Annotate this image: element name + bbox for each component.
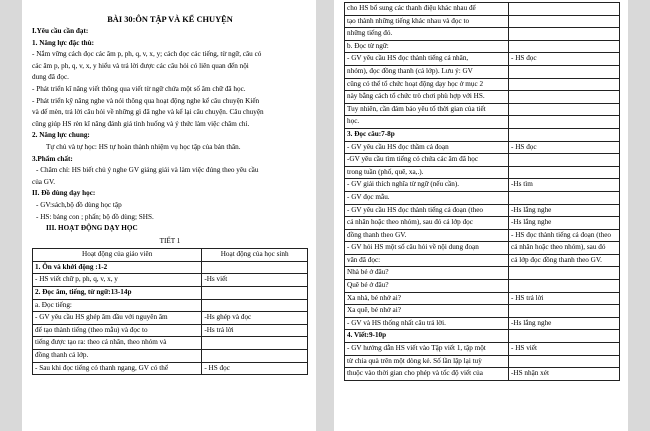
activity-table-left bbox=[32, 248, 308, 375]
table-row bbox=[345, 343, 620, 356]
text-line: 2. Năng lực chung: bbox=[32, 131, 90, 140]
right-document-page bbox=[334, 0, 628, 431]
student-activity-header: Hoạt động của học sinh bbox=[202, 249, 308, 262]
teacher-activity-cell: học. bbox=[345, 116, 509, 129]
teacher-activity-cell: b. Đọc từ ngữ: bbox=[345, 40, 509, 53]
student-activity-cell bbox=[509, 28, 620, 41]
teacher-activity-cell: - GV đọc mẫu. bbox=[345, 191, 509, 204]
student-activity-cell bbox=[509, 3, 620, 16]
text-line: - GV:sách,bộ đồ dùng học tập bbox=[36, 200, 122, 209]
table-row bbox=[33, 350, 308, 363]
teacher-activity-cell: - GV hỏi HS một số câu hỏi về nội dung đoạn bbox=[345, 242, 509, 255]
table-row bbox=[345, 355, 620, 368]
teacher-activity-cell: Quê bé ở đâu? bbox=[345, 280, 509, 293]
student-activity-cell: -Hs trả lời bbox=[202, 324, 308, 337]
student-activity-cell: -HS nhận xét bbox=[509, 368, 620, 381]
table-row bbox=[33, 299, 308, 312]
student-activity-cell: -Hs lắng nghe bbox=[509, 204, 620, 217]
text-line: các âm p, ph, q, v, x, y hiểu và trả lời được các câu hỏi có liên quan đến nội bbox=[32, 61, 249, 70]
table-row bbox=[345, 3, 620, 16]
table-row bbox=[345, 128, 620, 141]
lesson-objectives bbox=[32, 26, 308, 235]
student-activity-cell bbox=[509, 65, 620, 78]
table-row bbox=[345, 53, 620, 66]
student-activity-cell: -Hs tìm bbox=[509, 179, 620, 192]
teacher-activity-cell: để tạo thành tiếng (theo mẫu) và đọc to bbox=[33, 324, 202, 337]
student-activity-cell: - HS trả lời bbox=[509, 292, 620, 305]
student-activity-cell: - HS đọc bbox=[509, 53, 620, 66]
text-line: và dế mèn, trả lời câu hỏi về những gì đã nghe và kể lại câu chuyện. Câu chuyện bbox=[32, 108, 264, 117]
student-activity-cell: cá nhân hoặc theo nhóm), sau đó bbox=[509, 242, 620, 255]
table-row bbox=[345, 15, 620, 28]
text-line: cũng giúp HS rèn kĩ năng đánh giá tình huống và ý thức làm việc chăm chỉ. bbox=[32, 119, 250, 128]
teacher-activity-cell: trong tuần (phố, quê, xa,.). bbox=[345, 166, 509, 179]
teacher-activity-cell: văn đã đọc: bbox=[345, 254, 509, 267]
teacher-activity-cell: tiếng được tạo ra: theo cá nhân, theo nhóm và bbox=[33, 337, 202, 350]
student-activity-cell: -Hs viết bbox=[202, 274, 308, 287]
student-activity-cell bbox=[509, 154, 620, 167]
student-activity-cell bbox=[509, 103, 620, 116]
teacher-activity-cell: cá nhân hoặc theo nhóm), sau đó cả lớp đọc bbox=[345, 217, 509, 230]
teacher-activity-cell: - Sau khi đọc tiếng có thanh ngang, GV có thể bbox=[33, 362, 202, 375]
teacher-activity-cell: - HS viết chữ p, ph, q, v, x, y bbox=[33, 274, 202, 287]
teacher-activity-header: Hoạt động của giáo viên bbox=[33, 249, 202, 262]
student-activity-cell: - HS đọc thành tiếng cả đoạn (theo bbox=[509, 229, 620, 242]
teacher-activity-cell: 2. Đọc âm, tiếng, từ ngữ:13-14p bbox=[33, 287, 202, 300]
teacher-activity-cell: từ chia quà trên một dòng kẻ. Số lần lặp lại tuỳ bbox=[345, 355, 509, 368]
student-activity-cell bbox=[509, 128, 620, 141]
student-activity-cell bbox=[509, 330, 620, 343]
activity-table-right bbox=[344, 2, 620, 381]
teacher-activity-cell: - GV yêu cầu HS đọc thành tiếng cả đoạn (theo bbox=[345, 204, 509, 217]
table-row bbox=[345, 267, 620, 280]
text-line: II. Đồ dùng dạy học: bbox=[32, 189, 96, 198]
teacher-activity-cell: - GV hướng dẫn HS viết vào Tập viết 1, tập một bbox=[345, 343, 509, 356]
teacher-activity-cell: Xa nhà, bé nhớ ai? bbox=[345, 292, 509, 305]
teacher-activity-cell: đồng thanh theo GV. bbox=[345, 229, 509, 242]
teacher-activity-cell: - GV yêu cầu HS đọc thầm cả đoạn bbox=[345, 141, 509, 154]
table-row bbox=[345, 204, 620, 217]
table-row bbox=[345, 330, 620, 343]
table-row bbox=[345, 179, 620, 192]
table-row bbox=[345, 217, 620, 230]
teacher-activity-cell: - GV và HS thống nhất câu trả lời. bbox=[345, 317, 509, 330]
table-row bbox=[33, 287, 308, 300]
table-row bbox=[33, 312, 308, 325]
teacher-activity-cell: -GV yêu cầu tìm tiếng có chứa các âm đã học bbox=[345, 154, 509, 167]
teacher-activity-cell: tạo thành những tiếng khác nhau và đọc to bbox=[345, 15, 509, 28]
table-row bbox=[345, 166, 620, 179]
teacher-activity-cell: Tuy nhiên, cần đảm bảo yêu tố thời gian của tiết bbox=[345, 103, 509, 116]
table-row bbox=[345, 305, 620, 318]
table-row bbox=[33, 274, 308, 287]
student-activity-cell: -Hs lắng nghe bbox=[509, 317, 620, 330]
teacher-activity-cell: 1. Ôn và khởi động :1-2 bbox=[33, 261, 202, 274]
teacher-activity-cell: cũng có thể tổ chức hoạt động dạy học ở mục 2 bbox=[345, 78, 509, 91]
text-line: - Chăm chỉ: HS biết chủ ý nghe GV giảng giải và làm việc đúng theo yêu cầu bbox=[36, 166, 259, 175]
table-row bbox=[345, 317, 620, 330]
left-document-page bbox=[22, 0, 316, 431]
student-activity-cell: - HS viết bbox=[509, 343, 620, 356]
student-activity-cell bbox=[202, 299, 308, 312]
student-activity-cell: - HS đọc bbox=[202, 362, 308, 375]
table-row bbox=[345, 141, 620, 154]
student-activity-cell bbox=[509, 191, 620, 204]
table-row bbox=[345, 154, 620, 167]
table-row bbox=[33, 324, 308, 337]
table-row bbox=[345, 78, 620, 91]
student-activity-cell bbox=[509, 355, 620, 368]
student-activity-cell bbox=[509, 116, 620, 129]
right-page-content bbox=[344, 2, 620, 381]
student-activity-cell: - HS đọc bbox=[509, 141, 620, 154]
student-activity-cell bbox=[509, 15, 620, 28]
table-row bbox=[345, 254, 620, 267]
table-row bbox=[345, 40, 620, 53]
student-activity-cell: cả lớp đọc đồng thanh theo GV. bbox=[509, 254, 620, 267]
teacher-activity-cell: - GV giải thích nghĩa từ ngữ (nếu cần). bbox=[345, 179, 509, 192]
table-row bbox=[345, 116, 620, 129]
table-row bbox=[345, 280, 620, 293]
left-page-content bbox=[32, 14, 308, 375]
table-row bbox=[345, 103, 620, 116]
text-line: 3.Phẩm chất: bbox=[32, 154, 73, 163]
table-row bbox=[345, 91, 620, 104]
student-activity-cell bbox=[202, 350, 308, 363]
text-line: - HS: bảng con ; phấn; bộ đồ dùng; SHS. bbox=[36, 212, 154, 221]
lesson-title: BÀI 30:ÔN TẬP VÀ KỂ CHUYỆN bbox=[107, 15, 233, 24]
teacher-activity-cell: 4. Viết:9-10p bbox=[345, 330, 509, 343]
student-activity-cell: -Hs ghép và đọc bbox=[202, 312, 308, 325]
teacher-activity-cell: những tiếng đó. bbox=[345, 28, 509, 41]
teacher-activity-cell: 3. Đọc câu:7-8p bbox=[345, 128, 509, 141]
text-line: - Phát triển kỹ năng nghe và nói thông qua hoạt động nghe kể câu chuyện Kiến bbox=[32, 96, 260, 105]
table-header-row bbox=[33, 249, 308, 262]
text-line: I.Yêu cầu cần đạt: bbox=[32, 27, 89, 35]
table-row bbox=[33, 261, 308, 274]
text-line: của GV. bbox=[32, 177, 56, 186]
teacher-activity-cell: Xa quê, bé nhớ ai? bbox=[345, 305, 509, 318]
table-row bbox=[345, 368, 620, 381]
table-row bbox=[345, 65, 620, 78]
student-activity-cell bbox=[509, 280, 620, 293]
table-row bbox=[345, 242, 620, 255]
teacher-activity-cell: - GV yêu cầu HS đọc thành tiếng cá nhân, bbox=[345, 53, 509, 66]
period-label: TIẾT 1 bbox=[159, 236, 181, 245]
student-activity-cell: -Hs lắng nghe bbox=[509, 217, 620, 230]
teacher-activity-cell: này bằng cách tổ chức trò chơi phù hợp với HS. bbox=[345, 91, 509, 104]
teacher-activity-cell: a. Đọc tiếng: bbox=[33, 299, 202, 312]
text-line: - Nắm vững cách đọc các âm p, ph, q, v, x, y; cách đọc các tiếng, từ ngữ, câu có bbox=[32, 50, 262, 59]
student-activity-cell bbox=[509, 40, 620, 53]
student-activity-cell bbox=[509, 78, 620, 91]
table-row bbox=[33, 337, 308, 350]
student-activity-cell bbox=[202, 337, 308, 350]
student-activity-cell bbox=[509, 166, 620, 179]
teacher-activity-cell: cho HS bổ sung các thanh điệu khác nhau để bbox=[345, 3, 509, 16]
teacher-activity-cell: nhóm), đọc đồng thanh (cả lớp). Lưu ý: GV bbox=[345, 65, 509, 78]
text-line: - Phát triển kĩ năng viết thông qua viết từ ngữ chứa một số âm chữ đã học. bbox=[32, 84, 246, 93]
text-line: III. HOẠT ĐỘNG DẠY HỌC bbox=[46, 224, 138, 233]
table-row bbox=[345, 229, 620, 242]
teacher-activity-cell: - GV yêu cầu HS ghép âm đầu với nguyên âm bbox=[33, 312, 202, 325]
text-line: Tự chủ và tự học: HS tự hoàn thành nhiệm vụ học tập của bản thân. bbox=[46, 142, 241, 151]
student-activity-cell bbox=[509, 91, 620, 104]
student-activity-cell bbox=[509, 267, 620, 280]
student-activity-cell bbox=[202, 261, 308, 274]
text-line: 1. Năng lực đặc thù: bbox=[32, 38, 95, 47]
teacher-activity-cell: đồng thanh cả lớp. bbox=[33, 350, 202, 363]
teacher-activity-cell: Nhà bé ở đâu? bbox=[345, 267, 509, 280]
table-row bbox=[345, 292, 620, 305]
teacher-activity-cell: thuộc vào thời gian cho phép và tốc độ viết của bbox=[345, 368, 509, 381]
student-activity-cell bbox=[509, 305, 620, 318]
student-activity-cell bbox=[202, 287, 308, 300]
table-row bbox=[33, 362, 308, 375]
text-line: dung đã đọc. bbox=[32, 73, 69, 82]
table-row bbox=[345, 28, 620, 41]
table-row bbox=[345, 191, 620, 204]
